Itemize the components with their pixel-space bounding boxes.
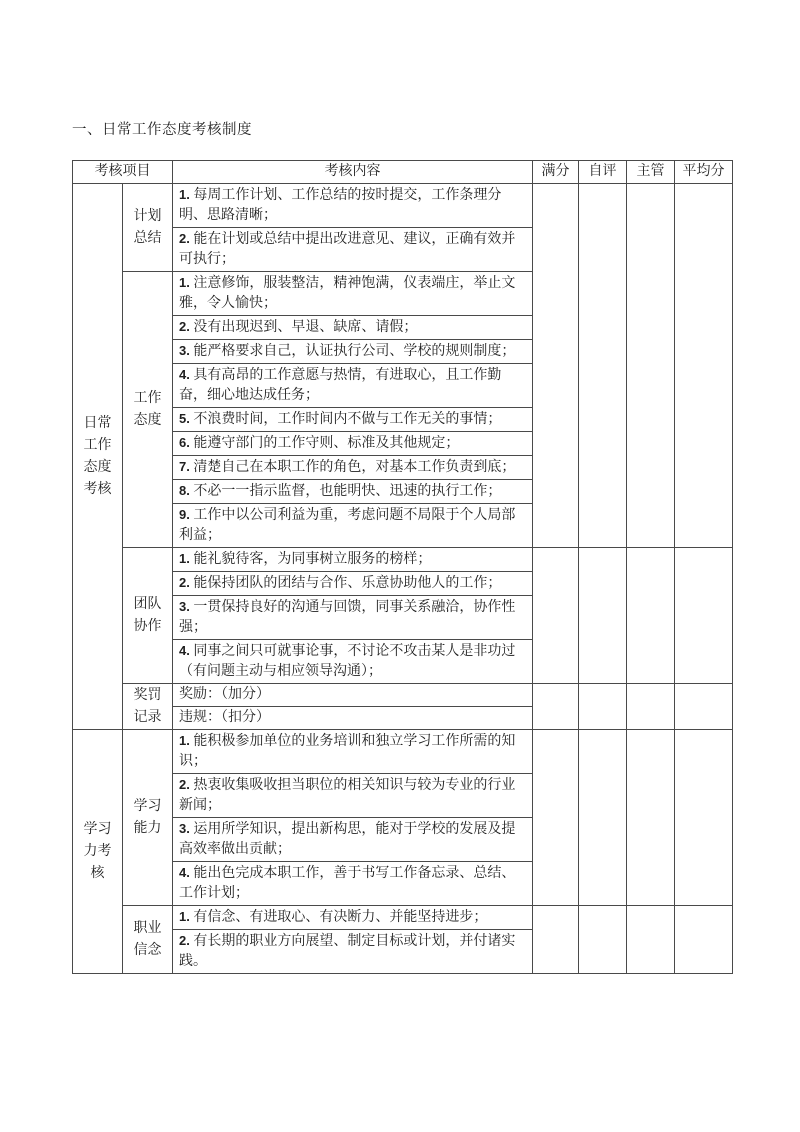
section-cell: 计划总结 xyxy=(123,184,173,272)
score-cell-self-score xyxy=(579,548,627,684)
content-cell: 3. 一贯保持良好的沟通与回馈，同事关系融洽，协作性强； xyxy=(173,596,533,640)
header-project: 考核项目 xyxy=(73,161,173,184)
score-cell-average-score xyxy=(675,548,733,684)
table-row xyxy=(73,684,733,707)
score-cell-average-score xyxy=(675,730,733,906)
item-number: 1. xyxy=(179,909,190,924)
header-full-score: 满分 xyxy=(533,161,579,184)
item-number: 6. xyxy=(179,435,190,450)
score-cell-self-score xyxy=(579,906,627,974)
item-number: 7. xyxy=(179,459,190,474)
score-cell-full-score xyxy=(533,548,579,684)
content-cell: 9. 工作中以公司利益为重，考虑问题不局限于个人局部利益； xyxy=(173,504,533,548)
section-cell: 职业信念 xyxy=(123,906,173,974)
score-cell-full-score xyxy=(533,906,579,974)
item-number: 2. xyxy=(179,777,190,792)
content-cell: 1. 每周工作计划、工作总结的按时提交，工作条理分明、思路清晰； xyxy=(173,184,533,228)
content-cell: 4. 能出色完成本职工作，善于书写工作备忘录、总结、工作计划； xyxy=(173,862,533,906)
table-row xyxy=(73,184,733,228)
content-cell: 4. 具有高昂的工作意愿与热情，有进取心，且工作勤奋，细心地达成任务； xyxy=(173,364,533,408)
score-cell-full-score xyxy=(533,730,579,906)
score-cell-average-score xyxy=(675,184,733,548)
item-number: 2. xyxy=(179,933,190,948)
item-number: 4. xyxy=(179,367,190,382)
table-row xyxy=(73,906,733,930)
header-self-score: 自评 xyxy=(579,161,627,184)
content-cell: 8. 不必一一指示监督，也能明快、迅速的执行工作； xyxy=(173,480,533,504)
score-cell-supervisor-score xyxy=(627,548,675,684)
content-cell: 3. 运用所学知识，提出新构思，能对于学校的发展及提高效率做出贡献； xyxy=(173,818,533,862)
item-number: 2. xyxy=(179,319,190,334)
content-cell: 奖励：（加分） xyxy=(173,684,533,707)
item-number: 9. xyxy=(179,507,190,522)
item-number: 1. xyxy=(179,551,190,566)
item-number: 4. xyxy=(179,643,190,658)
header-row xyxy=(73,161,733,184)
content-cell: 2. 能保持团队的团结与合作、乐意协助他人的工作； xyxy=(173,572,533,596)
content-cell: 6. 能遵守部门的工作守则、标准及其他规定； xyxy=(173,432,533,456)
content-cell: 7. 清楚自己在本职工作的角色，对基本工作负责到底； xyxy=(173,456,533,480)
content-cell: 2. 没有出现迟到、早退、缺席、请假； xyxy=(173,316,533,340)
content-cell: 5. 不浪费时间，工作时间内不做与工作无关的事情； xyxy=(173,408,533,432)
item-number: 3. xyxy=(179,599,190,614)
content-cell: 1. 注意修饰，服装整洁，精神饱满，仪表端庄，举止文雅，令人愉快； xyxy=(173,272,533,316)
item-number: 5. xyxy=(179,411,190,426)
score-cell-full-score xyxy=(533,684,579,730)
item-number: 4. xyxy=(179,865,190,880)
item-number: 8. xyxy=(179,483,190,498)
content-cell: 4. 同事之间只可就事论事，不讨论不攻击某人是非功过（有问题主动与相应领导沟通）； xyxy=(173,640,533,684)
score-cell-supervisor-score xyxy=(627,730,675,906)
item-number: 1. xyxy=(179,187,190,202)
item-number: 3. xyxy=(179,821,190,836)
score-cell-supervisor-score xyxy=(627,184,675,548)
table-row xyxy=(73,730,733,774)
score-cell-self-score xyxy=(579,684,627,730)
section-cell: 奖罚记录 xyxy=(123,684,173,730)
score-cell-average-score xyxy=(675,684,733,730)
item-number: 1. xyxy=(179,733,190,748)
score-cell-supervisor-score xyxy=(627,906,675,974)
header-content: 考核内容 xyxy=(173,161,533,184)
header-average-score: 平均分 xyxy=(675,161,733,184)
score-cell-self-score xyxy=(579,184,627,548)
content-cell: 2. 能在计划或总结中提出改进意见、建议，正确有效并可执行； xyxy=(173,228,533,272)
item-number: 1. xyxy=(179,275,190,290)
section-cell: 团队协作 xyxy=(123,548,173,684)
item-number: 3. xyxy=(179,343,190,358)
header-supervisor-score: 主管 xyxy=(627,161,675,184)
score-cell-average-score xyxy=(675,906,733,974)
score-cell-full-score xyxy=(533,184,579,548)
section-cell: 工作态度 xyxy=(123,272,173,548)
content-cell: 违规：（扣分） xyxy=(173,707,533,730)
content-cell: 2. 热衷收集吸收担当职位的相关知识与较为专业的行业新闻； xyxy=(173,774,533,818)
item-number: 2. xyxy=(179,231,190,246)
content-cell: 1. 能礼貌待客，为同事树立服务的榜样； xyxy=(173,548,533,572)
category-cell: 学习力考核 xyxy=(73,730,123,974)
section-cell: 学习能力 xyxy=(123,730,173,906)
content-cell: 3. 能严格要求自己，认证执行公司、学校的规则制度； xyxy=(173,340,533,364)
score-cell-self-score xyxy=(579,730,627,906)
content-cell: 1. 有信念、有进取心、有决断力、并能坚持进步； xyxy=(173,906,533,930)
content-cell: 1. 能积极参加单位的业务培训和独立学习工作所需的知识； xyxy=(173,730,533,774)
page-title: 一、日常工作态度考核制度 xyxy=(72,122,252,138)
table-row xyxy=(73,548,733,572)
content-cell: 2. 有长期的职业方向展望、制定目标或计划，并付诸实践。 xyxy=(173,930,533,974)
score-cell-supervisor-score xyxy=(627,684,675,730)
assessment-table xyxy=(72,160,733,974)
item-number: 2. xyxy=(179,575,190,590)
category-cell: 日常工作态度考核 xyxy=(73,184,123,730)
